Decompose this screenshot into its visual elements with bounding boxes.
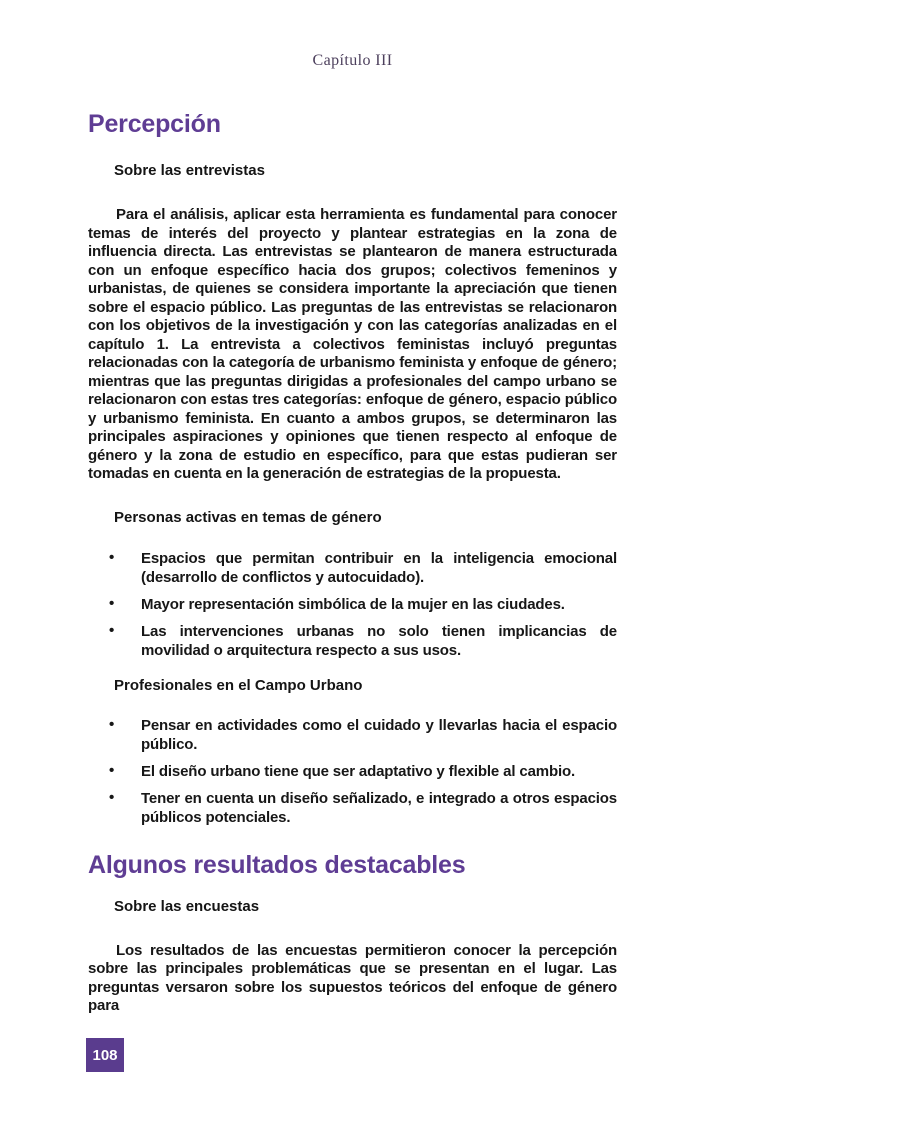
- list-item-text: Tener en cuenta un diseño señalizado, e integrado a otros espacios públicos potenciales.: [141, 789, 617, 826]
- list-item: [88, 789, 617, 827]
- text-column: [88, 0, 617, 1016]
- list-item-text: Las intervenciones urbanas no solo tienen implicancias de movilidad o arquitectura respecto a sus usos.: [141, 622, 617, 659]
- bullet-icon: •: [109, 761, 115, 779]
- paragraph-entrevistas: Para el análisis, aplicar esta herramienta es fundamental para conocer temas de interés del proyecto y plantear estrategias en la zona de influencia directa. Las entrevistas se plantearon de manera estructurada con un enfoque específico hacia dos grupos; colectivos femeninos y urbanistas, de quienes se considera importante la apreciación que tienen sobre el espacio público. Las preguntas de las entrevistas se relacionaron con los objetivos de la investigación y con las categorías analizadas en el capítulo 1. La entrevista a colectivos feministas incluyó preguntas relacionadas con la categoría de urbanismo feminista y enfoque de género; mientras que las preguntas dirigidas a profesionales del campo urbano se relacionaron con estas tres categorías: enfoque de género, espacio público y urbanismo feminista. En cuanto a ambos grupos, se determinaron las principales aspiraciones y opiniones que tienen respecto al enfoque de género y la zona de estudio en específico, para que estas pudieran ser tomadas en cuenta en la generación de estrategias de la propuesta.: [88, 206, 617, 482]
- list-item-text: El diseño urbano tiene que ser adaptativo y flexible al cambio.: [141, 762, 576, 780]
- section-heading-resultados: Algunos resultados destacables: [88, 850, 466, 879]
- list-item-text: Pensar en actividades como el cuidado y llevarlas hacia el espacio público.: [141, 716, 617, 753]
- paragraph-encuestas: Los resultados de las encuestas permitieron conocer la percepción sobre las principales problemáticas que se presentan en el lugar. Las preguntas versaron sobre los supuestos teóricos del enfoque de género para: [88, 941, 617, 1014]
- bullet-list-personas: [88, 549, 617, 660]
- bullet-icon: •: [109, 715, 115, 733]
- list-item-text: Mayor representación simbólica de la mujer en las ciudades.: [141, 595, 565, 613]
- bullet-icon: •: [109, 788, 115, 806]
- page-number-badge: 108: [86, 1038, 124, 1072]
- bullet-icon: •: [109, 594, 115, 612]
- list-item: [88, 716, 617, 754]
- list-item: [88, 549, 617, 587]
- list-item: [88, 595, 617, 614]
- subheading-personas-activas: Personas activas en temas de género: [114, 508, 382, 526]
- list-item-text: Espacios que permitan contribuir en la inteligencia emocional (desarrollo de conflictos y autocuidado).: [141, 549, 617, 586]
- section-heading-percepcion: Percepción: [88, 110, 221, 138]
- chapter-header: Capítulo III: [312, 52, 393, 69]
- bullet-icon: •: [109, 548, 115, 566]
- subheading-sobre-las-encuestas: Sobre las encuestas: [114, 897, 260, 915]
- bullet-icon: •: [109, 621, 115, 639]
- list-item: [88, 622, 617, 660]
- list-item: [88, 762, 617, 781]
- subheading-profesionales-campo-urbano: Profesionales en el Campo Urbano: [114, 676, 363, 694]
- subheading-sobre-las-entrevistas: Sobre las entrevistas: [114, 162, 265, 179]
- bullet-list-profesionales: [88, 716, 617, 827]
